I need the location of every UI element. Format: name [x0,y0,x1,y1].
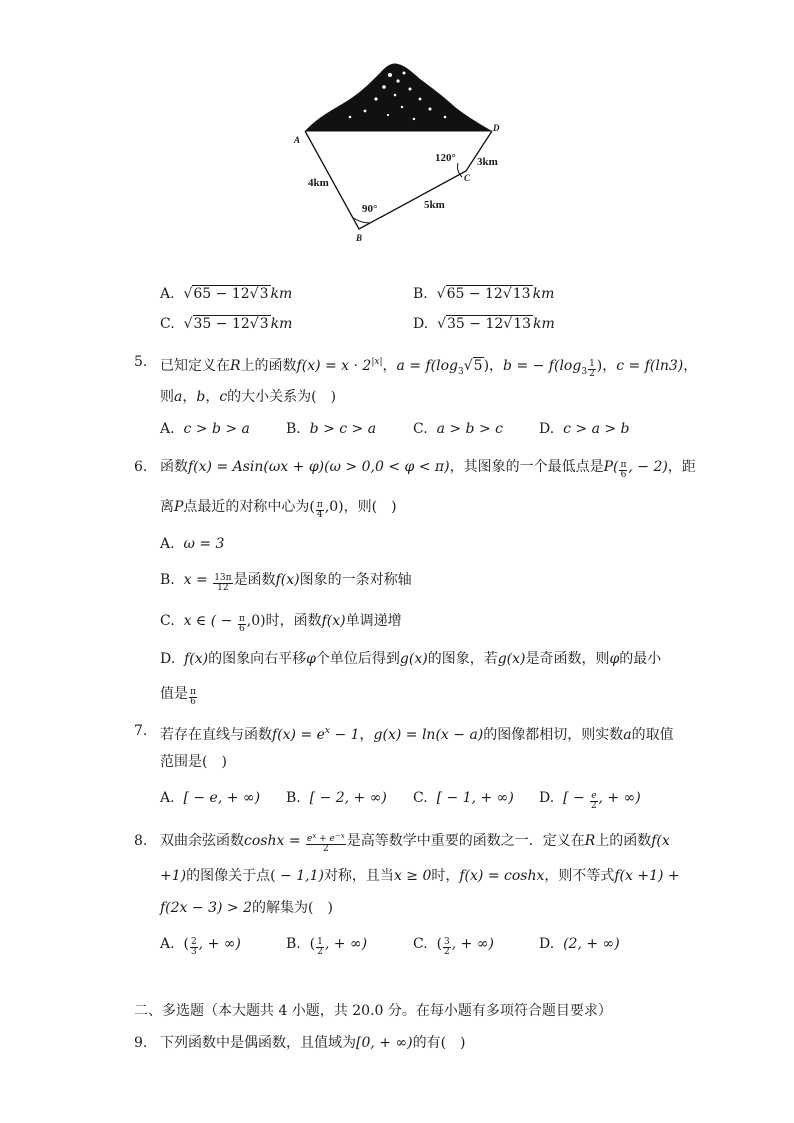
geometry-figure [280,55,520,250]
q7-option-c: C. [ − 1, + ∞) [413,790,514,806]
q9-stem: 下列函数中是偶函数，且值域为[0, + ∞)的有( ) [160,1035,466,1051]
q5-option-c: C. a > b > c [413,421,503,437]
q5-option-a: A. c > b > a [160,421,250,437]
side-ab-label: 4km [308,177,329,189]
q6-option-a: A. ω = 3 [160,536,225,552]
q8-option-b: B. ( $\frac{1}{2}$ , + ∞) [286,936,368,957]
q8-number: 8. [134,833,148,849]
q4-option-d: D. √35 − 12√13 km [413,316,555,332]
q7-option-a: A. [ − e, + ∞) [160,790,261,806]
side-bc-label: 5km [424,199,445,211]
angle-b-label: 90° [362,203,378,215]
point-d-label: D [493,123,500,133]
q7-option-b: B. [ − 2, + ∞) [286,790,387,806]
q8-stem-line3: f(2x − 3) > 2的解集为( ) [160,900,333,916]
q5-number: 5. [134,354,148,370]
q6-stem-line2: 离P点最近的对称中心为( $\frac{\pi}{4}$ ,0)，则( ) [160,499,397,520]
q6-option-d-line2: 值是 $\frac{\pi}{6}$ [160,686,196,707]
q5-stem: 已知定义在R上的函数$f(x) = x \cdot 2^{|x|}$，$a = f(\log_3√5)$，b = − $f(\log_3$ $\frac{1}{2}$ )，c = f(ln3)， [160,357,698,379]
section-2-heading: 二、多选题（本大题共 4 小题，共 20.0 分。在每小题有多项符合题目要求） [134,1003,612,1019]
q5-option-b: B. b > c > a [286,421,377,437]
q6-option-d: D. f(x)的图象向右平移φ个单位后得到g(x)的图象，若g(x)是奇函数，则φ的最小 [160,651,662,667]
side-cd-label: 3km [477,156,498,168]
q8-option-c: C. ( $\frac{3}{2}$ , + ∞) [413,936,494,957]
q5-stem-line2: 则a，b，c的大小关系为( ) [160,389,337,405]
q4-option-b: B. √65 − 12√13 km [413,286,555,302]
q7-option-d: D. [ − $\frac{e}{2}$ , + ∞) [539,790,641,811]
q6-number: 6. [134,459,148,475]
q8-stem: 双曲余弦函数coshx = $\frac{e^x + e^{-x}}{2}$ 是高等数学中重要的函数之一．定义在R上的函数f(x [160,832,670,854]
q8-stem-line2: +1)的图像关于点( − 1,1)对称，且当x ≥ 0时，f(x) = coshx，则不等式f(x +1) + [160,868,680,884]
q8-option-a: A. ( $\frac{2}{3}$ , + ∞) [160,936,241,957]
point-a-label: A [294,135,301,145]
q6-stem: 函数f(x) = Asin(ωx + φ)(ω > 0,0 < φ < π)，其图象的一个最低点是P( $\frac{\pi}{6}$ , − 2)，距 [160,459,696,480]
option-letter: A. [160,286,175,302]
q8-option-d: D. (2, + ∞) [539,936,620,952]
q7-stem-line2: 范围是( ) [160,754,227,770]
q4-option-a: A. √65 − 12√3 km [160,286,293,302]
q7-number: 7. [134,723,148,739]
q9-number: 9. [134,1035,148,1051]
q6-option-c: C. x ∈ ( − $\frac{\pi}{6}$ ,0)时，函数f(x)单调递增 [160,613,402,634]
option-letter: B. [413,286,428,302]
q5-option-d: D. c > a > b [539,421,630,437]
angle-c-label: 120° [435,152,456,164]
q4-option-c: C. √35 − 12√3 km [160,316,293,332]
option-letter: C. [160,316,175,332]
mountain-diagram [280,55,520,250]
point-c-label: C [464,173,471,183]
point-b-label: B [356,233,363,243]
q7-stem: 若存在直线与函数$f(x) = e^x - 1$，g(x) = ln(x − a)的图像都相切，则实数a的取值 [160,726,674,743]
option-letter: D. [413,316,429,332]
q6-option-b: B. x = $\frac{13\pi}{12}$ 是函数f(x)图象的一条对称轴 [160,572,412,593]
